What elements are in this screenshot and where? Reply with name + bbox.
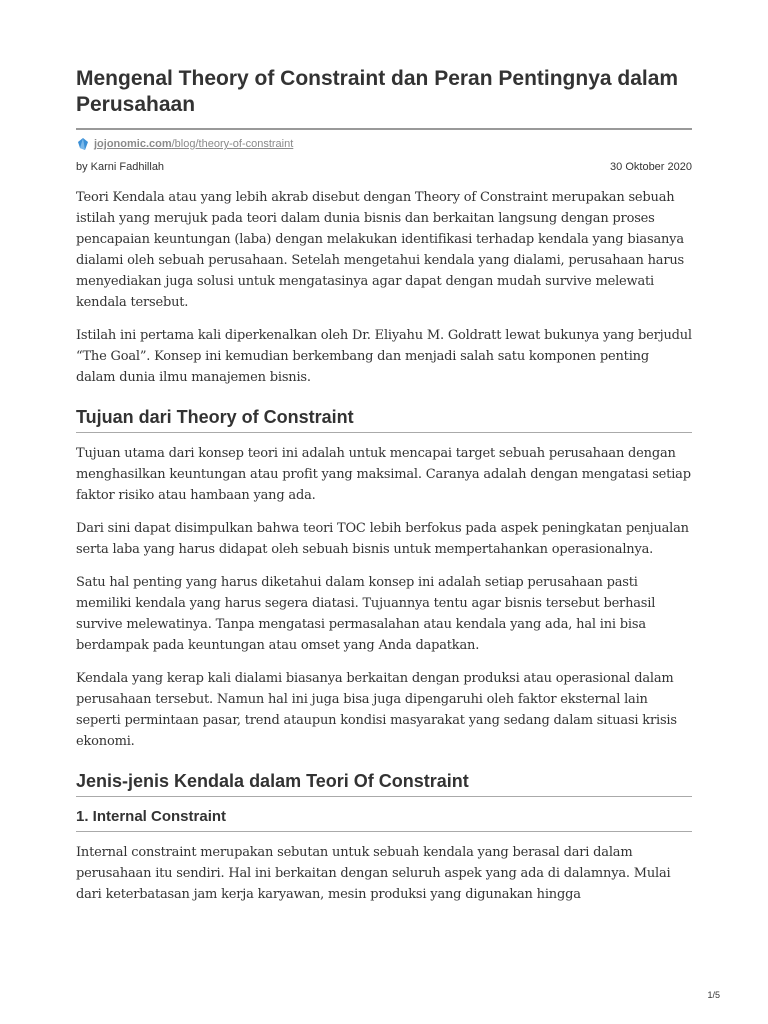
- section-paragraph: Dari sini dapat disimpulkan bahwa teori TOC lebih berfokus pada aspek peningkatan penjualan serta laba yang harus didapat oleh sebuah bisnis untuk mempertahankan operasionalnya.: [76, 521, 689, 557]
- section-divider: [76, 432, 692, 433]
- site-logo-icon: [76, 137, 90, 151]
- section-paragraph: Kendala yang kerap kali dialami biasanya berkaitan dengan produksi atau operasional dalam perusahaan tersebut. Namun hal ini juga bisa juga dipengaruhi oleh faktor eksternal lain seperti permintaan pasar, trend ataupun kondisi masyarakat yang sedang dalam situasi krisis ekonomi.: [76, 671, 677, 749]
- subsection-divider: [76, 831, 692, 832]
- source-path: /blog/theory-of-constraint: [171, 138, 294, 150]
- section-paragraph: Tujuan utama dari konsep teori ini adalah untuk mencapai target sebuah perusahaan dengan menghasilkan keuntungan atau profit yang maksimal. Caranya adalah dengan mengatasi setiap faktor risiko atau hambaan yang ada.: [76, 446, 691, 503]
- page-number: 1/5: [707, 990, 720, 1000]
- section-divider: [76, 796, 692, 797]
- section-jenis: [76, 770, 692, 905]
- intro-paragraph-2: Istilah ini pertama kali diperkenalkan oleh Dr. Eliyahu M. Goldratt lewat bukunya yang berjudul “The Goal”. Konsep ini kemudian berkembang dan menjadi salah satu komponen penting dalam dunia ilmu manajemen bisnis.: [76, 328, 692, 385]
- section-heading: Tujuan dari Theory of Constraint: [76, 407, 354, 427]
- publish-date: 30 Oktober 2020: [610, 161, 692, 173]
- article-title: Mengenal Theory of Constraint dan Peran Pentingnya dalam Perusahaan: [76, 67, 679, 116]
- section-heading: Jenis-jenis Kendala dalam Teori Of Constraint: [76, 771, 469, 791]
- source-domain: jojonomic.com: [94, 138, 172, 150]
- section-tujuan: [76, 406, 692, 752]
- article-page: [76, 66, 692, 917]
- author: by Karni Fadhillah: [76, 161, 165, 173]
- subsection-paragraph: Internal constraint merupakan sebutan untuk sebuah kendala yang berasal dari dalam perusahaan itu sendiri. Hal ini berkaitan dengan seluruh aspek yang ada di dalamnya. Mulai dari keterbatasan jam kerja karyawan, mesin produksi yang digunakan hingga: [76, 845, 671, 902]
- source-line: [76, 134, 692, 154]
- source-link[interactable]: [94, 138, 293, 150]
- subsection-heading: 1. Internal Constraint: [76, 808, 227, 825]
- article-meta: [76, 161, 692, 173]
- title-divider: [76, 128, 692, 130]
- intro-paragraph-1: Teori Kendala atau yang lebih akrab disebut dengan Theory of Constraint merupakan sebuah istilah yang merujuk pada teori dalam dunia bisnis dan berkaitan langsung dengan proses pencapaian keuntungan (laba) dengan melakukan identifikasi terhadap kendala yang biasanya dialami oleh sebuah perusahaan. Setelah mengetahui kendala yang dialami, perusahaan harus menyediakan juga solusi untuk mengatasinya agar dapat dengan mudah survive melewati kendala tersebut.: [76, 190, 684, 310]
- section-paragraph: Satu hal penting yang harus diketahui dalam konsep ini adalah setiap perusahaan pasti memiliki kendala yang harus segera diatasi. Tujuannya tentu agar bisnis tersebut berhasil survive melewatinya. Tanpa mengatasi permasalahan atau kendala yang ada, hal ini bisa berdampak pada keuntungan atau omset yang Anda dapatkan.: [76, 575, 656, 653]
